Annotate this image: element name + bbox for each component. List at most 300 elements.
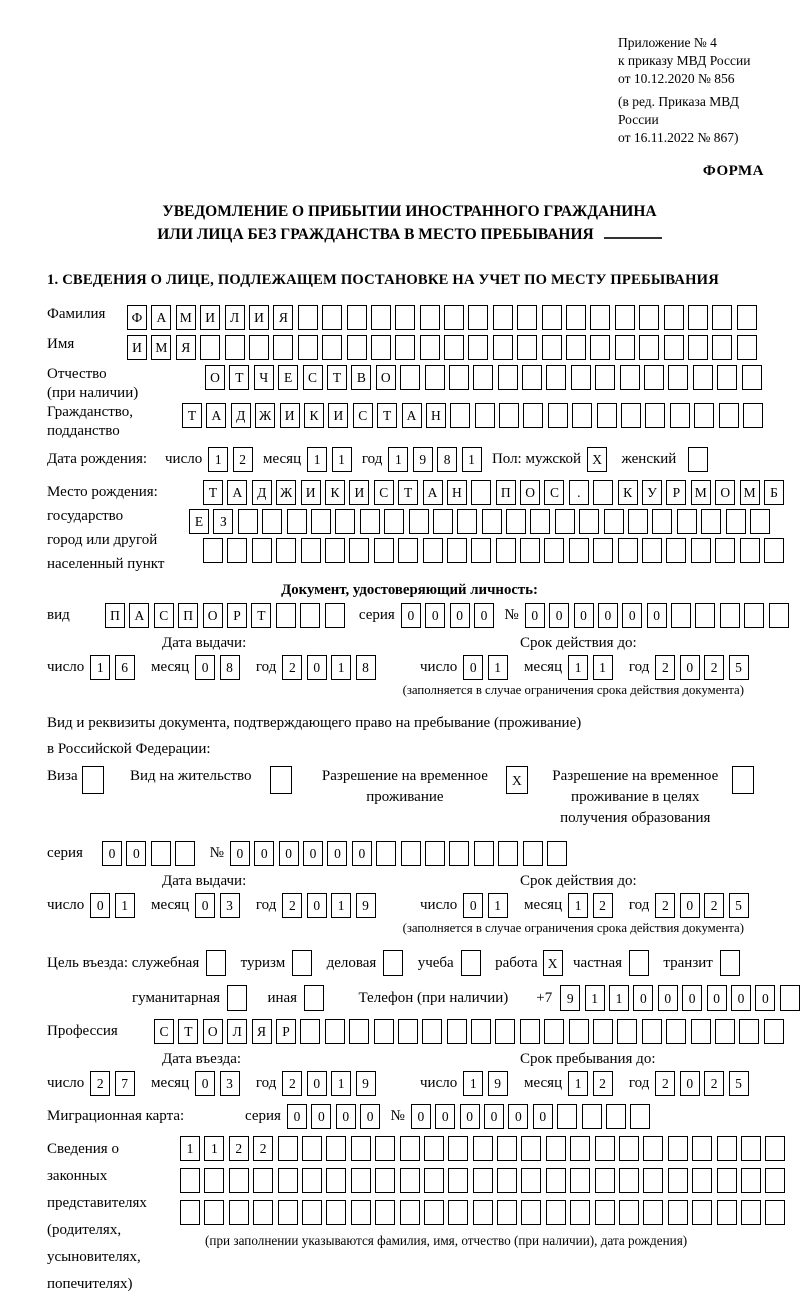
char-box[interactable] — [375, 1136, 395, 1161]
char-box[interactable]: Т — [398, 480, 418, 505]
char-box[interactable] — [670, 403, 690, 428]
char-box[interactable]: 0 — [680, 893, 700, 918]
char-box[interactable] — [737, 305, 757, 330]
char-box[interactable] — [180, 1168, 200, 1193]
char-box[interactable]: 8 — [220, 655, 240, 680]
char-box[interactable]: 1 — [204, 1136, 224, 1161]
char-box[interactable] — [643, 1136, 663, 1161]
char-box[interactable] — [606, 1104, 626, 1129]
char-box[interactable] — [225, 335, 245, 360]
char-box[interactable] — [548, 403, 568, 428]
char-box[interactable]: 0 — [598, 603, 618, 628]
char-box[interactable]: 5 — [729, 655, 749, 680]
char-box[interactable] — [473, 1136, 493, 1161]
char-box[interactable]: 1 — [568, 655, 588, 680]
char-box[interactable] — [400, 1136, 420, 1161]
char-box[interactable]: 8 — [437, 447, 457, 472]
char-box[interactable] — [424, 1136, 444, 1161]
char-box[interactable] — [304, 985, 324, 1011]
char-box[interactable]: 1 — [488, 893, 508, 918]
char-box[interactable] — [688, 305, 708, 330]
char-box[interactable]: 5 — [729, 893, 749, 918]
char-box[interactable] — [497, 1136, 517, 1161]
char-box[interactable]: А — [206, 403, 226, 428]
char-box[interactable] — [497, 1168, 517, 1193]
char-box[interactable] — [473, 365, 493, 390]
char-box[interactable] — [593, 480, 613, 505]
char-box[interactable]: 8 — [356, 655, 376, 680]
char-box[interactable] — [590, 305, 610, 330]
char-box[interactable] — [566, 335, 586, 360]
char-box[interactable] — [409, 509, 429, 534]
char-box[interactable] — [619, 1168, 639, 1193]
char-box[interactable] — [395, 335, 415, 360]
char-box[interactable] — [555, 509, 575, 534]
char-box[interactable] — [322, 335, 342, 360]
char-box[interactable] — [506, 509, 526, 534]
char-box[interactable]: 1 — [568, 1071, 588, 1096]
char-box[interactable]: X — [506, 766, 528, 794]
char-box[interactable] — [765, 1200, 785, 1225]
char-box[interactable] — [447, 538, 467, 563]
char-box[interactable] — [493, 305, 513, 330]
char-box[interactable]: 0 — [658, 985, 678, 1011]
char-box[interactable] — [398, 1019, 418, 1044]
char-box[interactable]: 0 — [707, 985, 727, 1011]
char-box[interactable]: 0 — [450, 603, 470, 628]
char-box[interactable] — [384, 509, 404, 534]
char-box[interactable] — [400, 1168, 420, 1193]
char-box[interactable] — [643, 1200, 663, 1225]
char-box[interactable]: П — [178, 603, 198, 628]
char-box[interactable] — [765, 1168, 785, 1193]
char-box[interactable]: М — [151, 335, 171, 360]
char-box[interactable] — [473, 1168, 493, 1193]
char-box[interactable]: 9 — [413, 447, 433, 472]
char-box[interactable] — [664, 305, 684, 330]
char-box[interactable] — [493, 335, 513, 360]
char-box[interactable] — [620, 365, 640, 390]
char-box[interactable]: 0 — [360, 1104, 380, 1129]
char-box[interactable] — [628, 509, 648, 534]
char-box[interactable]: Л — [225, 305, 245, 330]
char-box[interactable] — [720, 950, 740, 976]
char-box[interactable]: О — [376, 365, 396, 390]
char-box[interactable]: 0 — [195, 655, 215, 680]
char-box[interactable] — [349, 538, 369, 563]
char-box[interactable]: К — [325, 480, 345, 505]
char-box[interactable] — [593, 1019, 613, 1044]
char-box[interactable] — [595, 365, 615, 390]
char-box[interactable] — [375, 1168, 395, 1193]
char-box[interactable] — [739, 1019, 759, 1044]
char-box[interactable] — [278, 1200, 298, 1225]
char-box[interactable]: 1 — [462, 447, 482, 472]
char-box[interactable] — [666, 538, 686, 563]
char-box[interactable] — [206, 950, 226, 976]
char-box[interactable]: О — [203, 603, 223, 628]
char-box[interactable]: 0 — [307, 893, 327, 918]
char-box[interactable] — [726, 509, 746, 534]
char-box[interactable] — [82, 766, 104, 794]
char-box[interactable] — [692, 1136, 712, 1161]
char-box[interactable] — [287, 509, 307, 534]
char-box[interactable] — [769, 603, 789, 628]
char-box[interactable]: 0 — [533, 1104, 553, 1129]
char-box[interactable]: И — [301, 480, 321, 505]
char-box[interactable]: 9 — [356, 1071, 376, 1096]
char-box[interactable]: X — [543, 950, 563, 976]
char-box[interactable]: 2 — [253, 1136, 273, 1161]
char-box[interactable]: 0 — [311, 1104, 331, 1129]
char-box[interactable] — [546, 1168, 566, 1193]
char-box[interactable] — [468, 335, 488, 360]
char-box[interactable] — [497, 1200, 517, 1225]
char-box[interactable]: Ж — [255, 403, 275, 428]
char-box[interactable]: 1 — [331, 1071, 351, 1096]
char-box[interactable]: 0 — [287, 1104, 307, 1129]
char-box[interactable] — [737, 335, 757, 360]
char-box[interactable] — [420, 335, 440, 360]
char-box[interactable] — [249, 335, 269, 360]
char-box[interactable]: Л — [227, 1019, 247, 1044]
char-box[interactable]: Т — [182, 403, 202, 428]
char-box[interactable]: 3 — [220, 1071, 240, 1096]
char-box[interactable]: 1 — [463, 1071, 483, 1096]
char-box[interactable]: А — [423, 480, 443, 505]
char-box[interactable] — [325, 1019, 345, 1044]
char-box[interactable]: 0 — [303, 841, 323, 866]
char-box[interactable]: Т — [327, 365, 347, 390]
char-box[interactable]: 1 — [180, 1136, 200, 1161]
char-box[interactable]: 2 — [704, 1071, 724, 1096]
char-box[interactable]: 2 — [704, 893, 724, 918]
char-box[interactable]: В — [351, 365, 371, 390]
char-box[interactable]: 1 — [488, 655, 508, 680]
char-box[interactable] — [720, 603, 740, 628]
char-box[interactable]: Н — [447, 480, 467, 505]
char-box[interactable]: 0 — [401, 603, 421, 628]
char-box[interactable]: Ф — [127, 305, 147, 330]
char-box[interactable] — [666, 1019, 686, 1044]
char-box[interactable] — [517, 335, 537, 360]
char-box[interactable]: А — [129, 603, 149, 628]
char-box[interactable]: . — [569, 480, 589, 505]
char-box[interactable] — [688, 447, 708, 472]
char-box[interactable] — [424, 1200, 444, 1225]
char-box[interactable] — [449, 365, 469, 390]
char-box[interactable] — [566, 305, 586, 330]
char-box[interactable]: 1 — [331, 893, 351, 918]
char-box[interactable] — [694, 403, 714, 428]
char-box[interactable] — [351, 1200, 371, 1225]
char-box[interactable] — [302, 1168, 322, 1193]
char-box[interactable] — [615, 305, 635, 330]
char-box[interactable] — [498, 365, 518, 390]
char-box[interactable] — [425, 365, 445, 390]
char-box[interactable] — [717, 1200, 737, 1225]
char-box[interactable] — [298, 335, 318, 360]
char-box[interactable] — [276, 538, 296, 563]
char-box[interactable]: 0 — [622, 603, 642, 628]
char-box[interactable]: 0 — [463, 655, 483, 680]
char-box[interactable]: 0 — [195, 893, 215, 918]
char-box[interactable]: 0 — [102, 841, 122, 866]
char-box[interactable]: Д — [252, 480, 272, 505]
char-box[interactable] — [347, 305, 367, 330]
char-box[interactable] — [719, 403, 739, 428]
char-box[interactable]: 0 — [680, 1071, 700, 1096]
char-box[interactable]: 0 — [525, 603, 545, 628]
char-box[interactable] — [517, 305, 537, 330]
char-box[interactable]: Ч — [254, 365, 274, 390]
char-box[interactable] — [547, 841, 567, 866]
char-box[interactable]: 0 — [327, 841, 347, 866]
char-box[interactable]: И — [328, 403, 348, 428]
char-box[interactable] — [238, 509, 258, 534]
char-box[interactable]: 0 — [508, 1104, 528, 1129]
char-box[interactable]: Е — [189, 509, 209, 534]
char-box[interactable] — [448, 1200, 468, 1225]
char-box[interactable] — [712, 305, 732, 330]
char-box[interactable] — [570, 1168, 590, 1193]
char-box[interactable]: М — [176, 305, 196, 330]
char-box[interactable] — [253, 1200, 273, 1225]
char-box[interactable] — [522, 365, 542, 390]
char-box[interactable] — [229, 1200, 249, 1225]
char-box[interactable]: 0 — [647, 603, 667, 628]
char-box[interactable] — [422, 1019, 442, 1044]
char-box[interactable] — [643, 1168, 663, 1193]
char-box[interactable]: 0 — [549, 603, 569, 628]
char-box[interactable]: 1 — [331, 655, 351, 680]
char-box[interactable]: 0 — [279, 841, 299, 866]
char-box[interactable]: Е — [278, 365, 298, 390]
char-box[interactable] — [582, 1104, 602, 1129]
char-box[interactable] — [474, 841, 494, 866]
char-box[interactable] — [741, 1168, 761, 1193]
char-box[interactable] — [639, 305, 659, 330]
char-box[interactable] — [668, 1200, 688, 1225]
char-box[interactable]: О — [205, 365, 225, 390]
char-box[interactable] — [542, 305, 562, 330]
char-box[interactable] — [227, 985, 247, 1011]
char-box[interactable] — [715, 538, 735, 563]
char-box[interactable] — [253, 1168, 273, 1193]
char-box[interactable] — [764, 538, 784, 563]
char-box[interactable] — [457, 509, 477, 534]
char-box[interactable] — [360, 509, 380, 534]
char-box[interactable]: Б — [764, 480, 784, 505]
char-box[interactable]: 2 — [593, 893, 613, 918]
char-box[interactable] — [712, 335, 732, 360]
char-box[interactable] — [204, 1200, 224, 1225]
char-box[interactable]: 2 — [655, 893, 675, 918]
char-box[interactable]: 0 — [474, 603, 494, 628]
char-box[interactable]: М — [691, 480, 711, 505]
char-box[interactable] — [326, 1136, 346, 1161]
char-box[interactable] — [595, 1200, 615, 1225]
char-box[interactable]: Я — [273, 305, 293, 330]
char-box[interactable] — [302, 1136, 322, 1161]
char-box[interactable]: 1 — [568, 893, 588, 918]
char-box[interactable] — [595, 1136, 615, 1161]
char-box[interactable] — [423, 538, 443, 563]
char-box[interactable]: 3 — [220, 893, 240, 918]
char-box[interactable] — [471, 1019, 491, 1044]
char-box[interactable] — [692, 1168, 712, 1193]
char-box[interactable]: 0 — [307, 655, 327, 680]
char-box[interactable]: О — [203, 1019, 223, 1044]
char-box[interactable] — [693, 365, 713, 390]
char-box[interactable]: 0 — [90, 893, 110, 918]
char-box[interactable] — [471, 480, 491, 505]
char-box[interactable]: 0 — [755, 985, 775, 1011]
char-box[interactable] — [645, 403, 665, 428]
char-box[interactable] — [717, 365, 737, 390]
char-box[interactable]: Р — [227, 603, 247, 628]
char-box[interactable]: 0 — [411, 1104, 431, 1129]
char-box[interactable]: С — [154, 603, 174, 628]
char-box[interactable] — [200, 335, 220, 360]
char-box[interactable]: 0 — [195, 1071, 215, 1096]
char-box[interactable] — [664, 335, 684, 360]
char-box[interactable] — [717, 1168, 737, 1193]
char-box[interactable]: С — [154, 1019, 174, 1044]
char-box[interactable]: Я — [176, 335, 196, 360]
char-box[interactable] — [311, 509, 331, 534]
char-box[interactable] — [579, 509, 599, 534]
char-box[interactable] — [498, 841, 518, 866]
char-box[interactable] — [617, 1019, 637, 1044]
char-box[interactable] — [570, 1200, 590, 1225]
char-box[interactable] — [448, 1136, 468, 1161]
char-box[interactable] — [652, 509, 672, 534]
char-box[interactable] — [619, 1136, 639, 1161]
char-box[interactable] — [691, 538, 711, 563]
char-box[interactable]: П — [496, 480, 516, 505]
char-box[interactable] — [744, 603, 764, 628]
char-box[interactable] — [450, 403, 470, 428]
char-box[interactable] — [482, 509, 502, 534]
char-box[interactable]: 0 — [574, 603, 594, 628]
char-box[interactable] — [590, 335, 610, 360]
char-box[interactable] — [424, 1168, 444, 1193]
char-box[interactable] — [764, 1019, 784, 1044]
char-box[interactable] — [475, 403, 495, 428]
char-box[interactable]: О — [715, 480, 735, 505]
char-box[interactable] — [677, 509, 697, 534]
char-box[interactable] — [544, 1019, 564, 1044]
char-box[interactable] — [521, 1168, 541, 1193]
char-box[interactable] — [572, 403, 592, 428]
char-box[interactable] — [597, 403, 617, 428]
char-box[interactable] — [444, 335, 464, 360]
char-box[interactable]: 0 — [336, 1104, 356, 1129]
char-box[interactable] — [326, 1200, 346, 1225]
char-box[interactable] — [750, 509, 770, 534]
char-box[interactable] — [374, 1019, 394, 1044]
char-box[interactable] — [347, 335, 367, 360]
char-box[interactable] — [383, 950, 403, 976]
char-box[interactable] — [326, 1168, 346, 1193]
char-box[interactable] — [668, 365, 688, 390]
char-box[interactable] — [322, 305, 342, 330]
char-box[interactable] — [444, 305, 464, 330]
char-box[interactable] — [468, 305, 488, 330]
char-box[interactable]: М — [740, 480, 760, 505]
char-box[interactable] — [740, 538, 760, 563]
char-box[interactable] — [473, 1200, 493, 1225]
char-box[interactable] — [471, 538, 491, 563]
char-box[interactable] — [229, 1168, 249, 1193]
char-box[interactable] — [691, 1019, 711, 1044]
char-box[interactable] — [569, 1019, 589, 1044]
char-box[interactable] — [618, 538, 638, 563]
char-box[interactable] — [765, 1136, 785, 1161]
char-box[interactable]: 2 — [90, 1071, 110, 1096]
char-box[interactable]: 0 — [435, 1104, 455, 1129]
char-box[interactable]: Т — [377, 403, 397, 428]
char-box[interactable]: 1 — [115, 893, 135, 918]
char-box[interactable]: 0 — [425, 603, 445, 628]
char-box[interactable] — [688, 335, 708, 360]
char-box[interactable]: Р — [666, 480, 686, 505]
char-box[interactable] — [743, 403, 763, 428]
char-box[interactable] — [496, 538, 516, 563]
char-box[interactable]: 0 — [230, 841, 250, 866]
char-box[interactable] — [292, 950, 312, 976]
char-box[interactable]: 0 — [460, 1104, 480, 1129]
char-box[interactable]: Р — [276, 1019, 296, 1044]
char-box[interactable]: 9 — [560, 985, 580, 1011]
char-box[interactable] — [400, 365, 420, 390]
char-box[interactable] — [570, 1136, 590, 1161]
char-box[interactable]: 5 — [729, 1071, 749, 1096]
char-box[interactable] — [420, 305, 440, 330]
char-box[interactable] — [398, 538, 418, 563]
char-box[interactable] — [425, 841, 445, 866]
char-box[interactable]: 1 — [585, 985, 605, 1011]
char-box[interactable]: Т — [178, 1019, 198, 1044]
char-box[interactable] — [151, 841, 171, 866]
char-box[interactable]: 0 — [682, 985, 702, 1011]
char-box[interactable] — [692, 1200, 712, 1225]
char-box[interactable]: 2 — [593, 1071, 613, 1096]
char-box[interactable]: 1 — [208, 447, 228, 472]
char-box[interactable] — [335, 509, 355, 534]
char-box[interactable] — [621, 403, 641, 428]
char-box[interactable]: И — [349, 480, 369, 505]
char-box[interactable] — [499, 403, 519, 428]
char-box[interactable] — [571, 365, 591, 390]
char-box[interactable]: Н — [426, 403, 446, 428]
char-box[interactable] — [546, 365, 566, 390]
char-box[interactable]: О — [520, 480, 540, 505]
char-box[interactable] — [273, 335, 293, 360]
char-box[interactable]: 9 — [356, 893, 376, 918]
char-box[interactable] — [595, 1168, 615, 1193]
char-box[interactable]: К — [618, 480, 638, 505]
char-box[interactable]: 2 — [233, 447, 253, 472]
char-box[interactable] — [642, 1019, 662, 1044]
char-box[interactable]: 0 — [633, 985, 653, 1011]
char-box[interactable]: З — [213, 509, 233, 534]
char-box[interactable] — [204, 1168, 224, 1193]
char-box[interactable]: 1 — [609, 985, 629, 1011]
char-box[interactable] — [542, 335, 562, 360]
char-box[interactable]: 1 — [90, 655, 110, 680]
